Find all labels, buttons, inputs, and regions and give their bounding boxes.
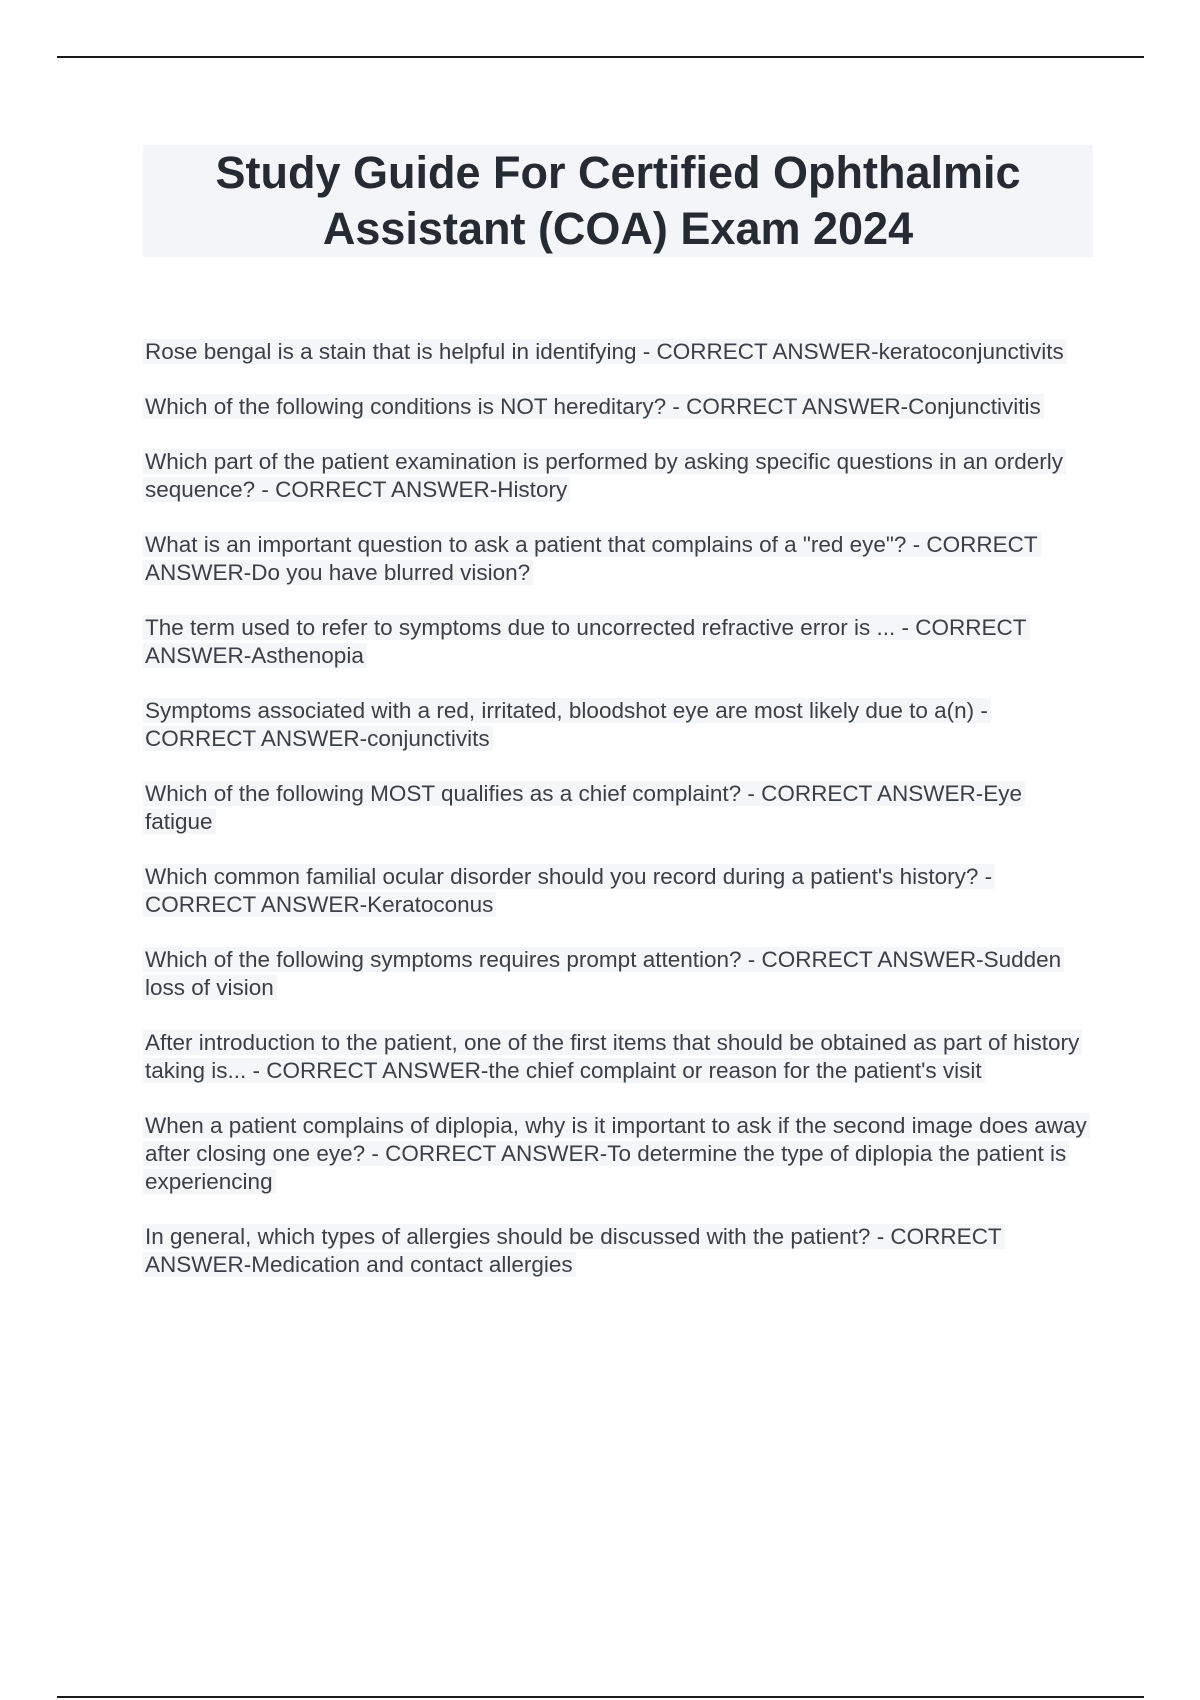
- page-title-line-2: Assistant (COA) Exam 2024: [322, 203, 914, 254]
- qa-item-text: Which of the following symptoms requires prompt attention? - CORRECT ANSWER-Sudden loss of vision: [143, 947, 1064, 1000]
- qa-item: [143, 531, 1088, 587]
- qa-item: [143, 863, 1088, 919]
- qa-list: [143, 338, 1088, 1306]
- title-banner: [143, 145, 1093, 257]
- qa-item-text: Which of the following MOST qualifies as a chief complaint? - CORRECT ANSWER-Eye fatigue: [143, 781, 1025, 834]
- qa-item: [143, 338, 1088, 366]
- qa-item-text: The term used to refer to symptoms due to uncorrected refractive error is ... - CORRECT ANSWER-Asthenopia: [143, 615, 1030, 668]
- qa-item-text: In general, which types of allergies should be discussed with the patient? - CORRECT ANSWER-Medication and contact allergies: [143, 1224, 1005, 1277]
- qa-item: [143, 946, 1088, 1002]
- qa-item: [143, 1029, 1088, 1085]
- qa-item: [143, 614, 1088, 670]
- page-title-line-1: Study Guide For Certified Ophthalmic: [215, 147, 1021, 198]
- page-title: [215, 145, 1020, 257]
- qa-item-text: Which common familial ocular disorder should you record during a patient's history? - CORRECT ANSWER-Keratoconus: [143, 864, 995, 917]
- qa-item: [143, 780, 1088, 836]
- top-divider: [57, 56, 1144, 58]
- qa-item-text: Symptoms associated with a red, irritated, bloodshot eye are most likely due to a(n) - CORRECT ANSWER-conjunctivits: [143, 698, 991, 751]
- qa-item: [143, 448, 1088, 504]
- qa-item: [143, 1112, 1088, 1196]
- qa-item: [143, 393, 1088, 421]
- bottom-divider: [57, 1696, 1144, 1698]
- qa-item-text: When a patient complains of diplopia, why is it important to ask if the second image does away after closing one eye? - CORRECT ANSWER-To determine the type of diplopia the patient is experiencing: [143, 1113, 1090, 1194]
- qa-item-text: Which of the following conditions is NOT hereditary? - CORRECT ANSWER-Conjunctivitis: [143, 394, 1044, 419]
- qa-item-text: What is an important question to ask a patient that complains of a "red eye"? - CORRECT ANSWER-Do you have blurred vision?: [143, 532, 1041, 585]
- qa-item-text: After introduction to the patient, one of the first items that should be obtained as part of history taking is... - CORRECT ANSWER-the chief complaint or reason for the patient's visit: [143, 1030, 1082, 1083]
- qa-item-text: Rose bengal is a stain that is helpful in identifying - CORRECT ANSWER-keratoconjunctivits: [143, 339, 1067, 364]
- qa-item: [143, 1223, 1088, 1279]
- qa-item-text: Which part of the patient examination is performed by asking specific questions in an orderly sequence? - CORRECT ANSWER-History: [143, 449, 1066, 502]
- qa-item: [143, 697, 1088, 753]
